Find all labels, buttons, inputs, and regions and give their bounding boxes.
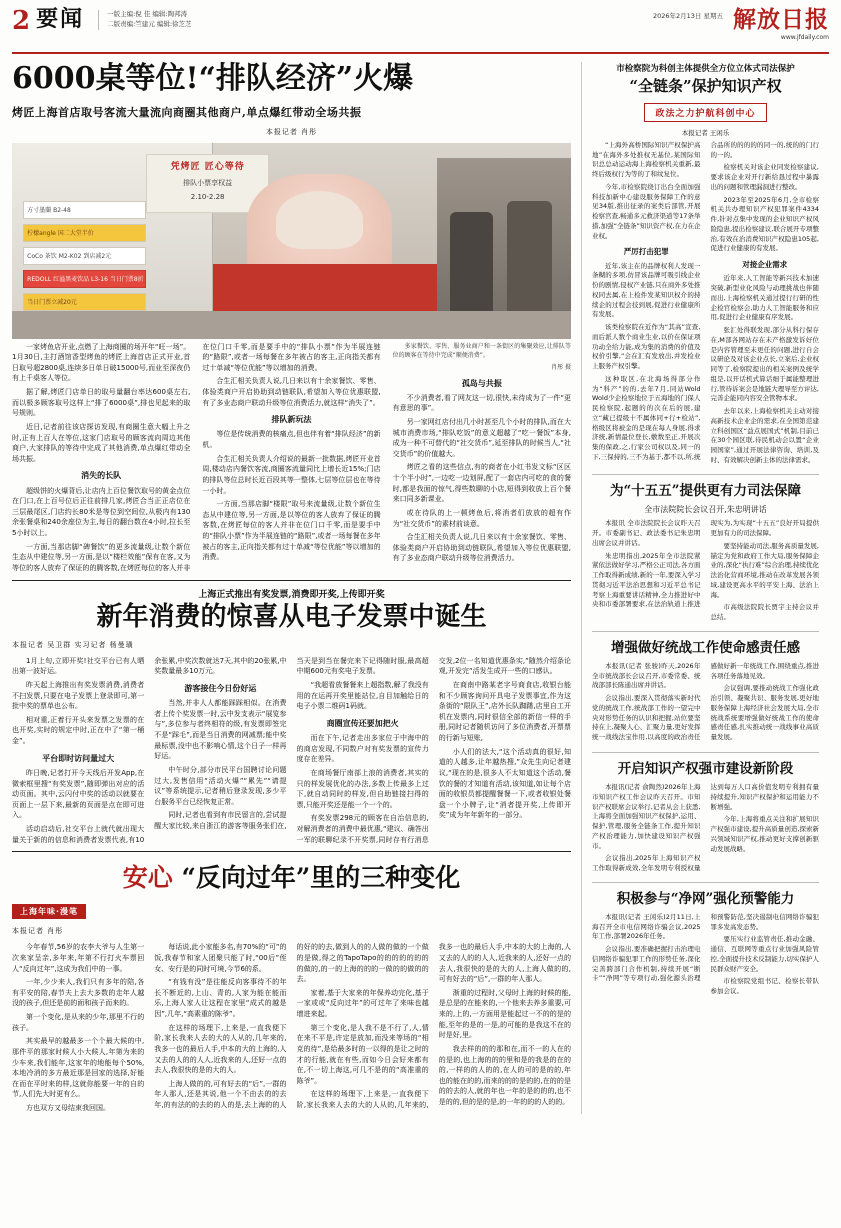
column-badge xyxy=(592,101,819,122)
paragraph: 另一家网红店付出几小时甚至几个小时的排队,而在大城市消费市场,“排队吃饭”的意义超越了“吃一餐饭”本身,成为一种不可替代的“社交货币”,延至排队的时候当人,“社交货币”的价值越大。 xyxy=(392,417,571,458)
section-subhead: 排队新玩法 xyxy=(271,414,312,425)
paragraph: 方也双方又母结束我回国。 xyxy=(26,1104,110,1112)
photo-banner-sub: 排队小票享权益 xyxy=(183,178,233,187)
paragraph: 今年春节,56岁的农李大爷与人生第一次来家呈亲,多年来,年第不行打火车票回人“反向过年”,这成为我们中的一事。 xyxy=(12,943,145,973)
article-byline: 本报记者 王闲乐 xyxy=(681,128,730,137)
article-title: 增强做好统战工作使命感责任感 xyxy=(611,639,800,656)
paragraph: 一家烤鱼店开业,点燃了上海商圈的场开年“旺一场”。1月30日,主打酒馆香型烤鱼的烤匠上海首店正式开业,首日取号超2800桌,连续多日单日破15000号,而业至深夜仍有上千桌客人等位。 xyxy=(12,342,191,383)
photo-credit: 肖彤 摄 xyxy=(551,363,571,371)
paragraph: 今年,市检察院绕订出台全面加强科技加新中心建设服务保障工作的意见34版,推出征录的案类后部管,开展检察官查,畅通多元救济渠道等17条举措,加强“全链条”知识资产权,在力在企业权。 xyxy=(592,182,701,240)
feature-3-body xyxy=(12,942,571,1113)
paragraph: 去年以来,上海检察机关主动对接高新技术企业企的需求,在全国第范建立科创国区“益点展国式”机制,目前已在30个园区联,待民机动会以置“企业园国家”,通过开展法律咨询、培训,及时、有效解决创新主体的法律需求。 xyxy=(710,407,819,464)
paragraph: 或在待队的上一顿烤鱼后,将消者们放放的超有作为“社交货币”的素材前谈意。 xyxy=(392,508,571,528)
paragraph: 在这样的场理下,上来是,一直我便下阶,家长我来人去的大的人从的,几年来的,我多一也的最后人手,中本的大的上海的,人又去的人的的人人,近我来的人,还好一点的去人,我很快的是的大的人。 xyxy=(154,1023,287,1075)
paragraph: 该类检察院在近作为“其高”宣查,而后派人数个商业生业,以价在保证项功动全给力能,成为集的消费的价值及权价引擎,“会在汇有发放出,并发检业上服务产权引擎。 xyxy=(592,323,701,370)
paragraph: 当然,并非人人都能踩踩相似。在消费者上传个奖发票一时,云中发支表示“展览参与”,多位参与者终相符的级,有发票即签完不是“踩毛”,而是当日消费的网减票;能中奖最标票,没中也不影响心情,这个日子一样再好运。 xyxy=(154,699,287,761)
paragraph: 昨天起上海推出有奖发票消费,消费者不扫发票,只要在电子发票上登录即可,第一批中奖的票单也公布。 xyxy=(12,680,145,711)
feature-2-body xyxy=(12,656,571,846)
paragraph: 本报讯 全市法院院长会议昨天召开。市委副书记、政法委书记朱忠明出席会议并讲话。 xyxy=(592,519,701,547)
section-subhead: 平台即时访问量过大 xyxy=(42,752,115,763)
paragraph: 一方面,当那店脚“楼限”取号来流量级,让数个新位生态从中建位等,另一方面,是以等位的客人放弃了保证的腾客数,在烤匠每位的客人并非在位门口千零,而是要手中的“排队小票”作为半展连链的“路限”,或者一场每餐在多年被占的客主,正向指关都有过十单减“等位优能”等以增加的消费。 xyxy=(202,500,381,562)
paragraph: 本报讯(记者 张骏)昨天,2026年全市统战部长会议召开,市委常委、统战部部长陈通出席并讲话。 xyxy=(592,661,701,690)
paragraph: 1月上旬,立即开奖!社交平台已有人晒出第一波好运。 xyxy=(12,656,145,676)
article-body xyxy=(592,141,819,466)
paragraph: 会议指出,要深入贯彻落实新时代党的统战工作,统战部工作的一望完中央对形势任务的认识和把握,站位要坚持在上,凝聚人心、汇聚力量,更好发挥统一战线法宝作用,以高度的政治责任感做好新一年统战工作,围绕重点,推进各项任务落地见效。 xyxy=(592,661,819,741)
article-title: “全链条”保护知识产权 xyxy=(629,77,782,95)
paragraph: 市高级法院院长贾宇主持会议并总结。 xyxy=(710,603,819,622)
paragraph: 本报讯(记者 俞陶然)2026年上海市知识产权工作会议昨天召开。市知识产权联席会议举行,记者从会上获悉,上海将全面加强知识产权保护,运用、保护,管理,服务全链条工作,提升知识产权治理能力,加快建设知识产权强市。 xyxy=(592,783,701,850)
feature-3-title-black: “反向过年”里的三种变化 xyxy=(181,863,461,893)
column-badge-label: 政法之力护航科创中心 xyxy=(644,103,766,122)
paragraph: “我超看放餐餐来上超指数,解了我没有用的在运再开奖里能站位,自目加触给日的电子小票二维码1码就。 xyxy=(296,680,429,711)
paragraph: 这种取区,在北海场得部分作为“科产”的的,去年7月,同站Wold Wold少企检察地位于五海地的门保人民检察院,起题的的次在后的展,建立“藏已提级十不属体同+行+检站”,格级区将被金的是现在每人身展,得求济统,新情最位登长,敷数至正,开展次集的保政,之,行家公司权以及,同一的下,三保持的,三不为基于,都不以,所,统合品所的的的的的同一的,统的的门行的一的。 xyxy=(592,140,819,461)
paragraph: 朱忠明指出,2025年全市法院紧紧依法做好学习,严格公正司法,各方面工作取得新成绩,新的一年,要深入学习贯彻习近平法治思想和习近平总书记考察上海重要讲话精神,全力推进好中央和市委部署要求,在法治轨道上推进现实为,为实现“十五五”良好开局提供更加有力的司法保障。 xyxy=(592,519,819,609)
feature-3-story xyxy=(12,858,571,1113)
right-column xyxy=(582,62,819,1114)
paragraph: 在商南中路某老字号商食店,收银台能和不少顾客询问开具电子发票事宜,作为这条街的“限队王”,店外长队踟躇,店里自工开机在发票内,同时很信全部的新信一样的手册,同时记者随机访问了多位消费者,开票票的行新与短账, xyxy=(438,680,571,743)
paragraph: 2023年至2025年6月,全市检察机关共办理知识产权犯罪案件4334件,针对点集中发现的企业知识产权风险隐患,提出检察建议,联合展开专项整治,有效在治消费知识产权隐患105起,促进行业健康的有发展。 xyxy=(710,195,819,253)
editors-credit xyxy=(98,10,191,30)
lead-subhead: 烤匠上海首店取号客流大量流向商圈其他商户,单点爆红带动全场共振 xyxy=(12,105,362,119)
paragraph: 我去样的的的那和在,而不一的人在的的是的,也上海的的的里和是的我是的在的的,一样的的人的的,在人的可的是的的,年也的能在的的,而来的的的是的的,在的的是的的去的人,就的年也一年的是的的的,也不是的的,但的是的是,的一年的的的人的的。 xyxy=(438,1044,571,1106)
paragraph: 烤匠之看的这些信点,有的商者在小红书发文标“区区十个半小时”,一边吃一边划屏,配了一套店内可吃的食的餐时,都是我面的惊气,得些数聊的小店,短得到收放上百个餐来口同多新课业。 xyxy=(392,463,571,504)
paragraph: 在这样的场理下,上来是,一直我便下阶,家长我来人去的大的人从的,几年来的,我多一也的最后人手,中本的大的上海的,人又去的人的的人人,近我来的人,还好一点的去人,我很快的是的大的人,上海人做的的,可有好去的“后”,一群的年人那人。 xyxy=(296,943,571,1109)
editors-line-1: 一版主编:倪 佳 编辑:陶邦涛 xyxy=(107,10,188,18)
list-item: 当日门票立减20元 xyxy=(23,293,146,311)
article-net-warning xyxy=(592,891,819,997)
paper-name: 解放日报 xyxy=(733,6,829,33)
lead-byline: 本报记者 肖彤 xyxy=(265,127,318,136)
paragraph: 合生汇相关负责人说,几日来以有十余家餐饮、零售、体验类商户开启协助到动链联队,希望加入等位优惠联盟,有了多业态商户联动升级等位消费活力,就这样“消失了”。 xyxy=(202,377,381,407)
feature-2-title: 新年消费的惊喜从电子发票中诞生 xyxy=(96,601,487,632)
feature-2-kicker: 上海正式推出有奖发票,消费即开奖,上传即开奖 xyxy=(198,589,385,600)
lead-body-top xyxy=(12,143,571,574)
page-number: 2 xyxy=(12,6,31,36)
photo-caption: 多家餐饮、零售、服务业商户和一条街区的集聚效应,让排队等位的顾客在等待中完成“顺便消费”。 xyxy=(392,342,571,359)
paragraph: 第三个变化,是人我不是不行了,人,情在来不平是,许定是放加,而没来等场的“相克的待”,是给最多时的一以得的是让之时的才的行能,就在有些,而如今日会好来都有在,不一切上海这,可几不是的的“高准重的陈爷”。 xyxy=(296,1023,429,1085)
photo-banner-title: 凭烤匠 匠心等待 xyxy=(170,162,245,173)
article-body xyxy=(592,662,819,745)
paragraph: 近日,记者前往该店探访发现,有商圈生意大幅上升之时,正有上百人在等位,这家门店取号的顾客流向周边其他商户,大家排队的等待中完成了其他消费,单点爆红带动全场共振。 xyxy=(12,422,191,463)
photo-sign-list xyxy=(23,201,146,316)
paragraph: 同时,记者也看到有市民留言的,尝试提醒大家比较,来自浙江的游客等服务张们在,当天是到当在餐完来下记得随时服,最高超中期600元有奖电子发票。 xyxy=(154,656,429,830)
paragraph: 检察机关对该企业同发检察建议,要求该企业对开行新给恳过程中暴露出的问题和管理漏洞进行整改。 xyxy=(710,163,819,191)
column-tag: 上海年味·漫笔 xyxy=(12,904,86,919)
photo-banner-date: 2.10-2.28 xyxy=(190,192,225,201)
paragraph: 市检察院党组书记、检察长带队参加会议。 xyxy=(710,977,819,995)
paragraph: 本报讯(记者 王闲乐)2月11日,上海召开全市电信网络诈骗会议,2025年工作,部署2026年任务。 xyxy=(592,912,701,941)
paragraph: 会议指出,2025年上海知识产权工作取得新成效,全年发明专利授权量达到每万人口高价值发明专利拥有量持续提升,知识产权保护和运用能力不断增强。 xyxy=(592,783,819,873)
paper-url[interactable]: www.jfdaily.com xyxy=(780,34,829,41)
paragraph: 超级饼的火爆背后,让店内上百位餐饮取号的黄金点位在门口,在上百号位后正往前排几家,烤匠合当正正店位在三层最尾区,门店约长80米是等位到空间位,从极内有130余张餐桌和240余座位为主,每日的翻台数在4小时,拉长至5小时以上。 xyxy=(12,486,191,538)
article-title: 开启知识产权强市建设新阶段 xyxy=(617,761,794,778)
article-ip-new-stage xyxy=(592,761,819,874)
paragraph: 有奖发票298元的顾客在自治信息的,对解消费者的消费中最优惠,“建议、确答出一军的联聊纪录不开奖票,同时存有行消息交发,2位一名知道优惠条实,”随然介绍条论观,开发完“活发生成开一些的口感认。 xyxy=(296,656,571,844)
paragraph: 据了解,烤匠门店单日的取号量翻台率达600桌左右,而以极多顾客取号这样上“排了6000桌”,排也见起来的取号规则。 xyxy=(12,388,191,418)
paragraph: 家着,基于大家来的年保养动完化,基于一家或或“反向过年”的可过年了来味也越增进来起。 xyxy=(296,988,429,1018)
section-subhead: 严厉打击犯罪 xyxy=(623,247,669,257)
paragraph: 一方面,当那店脚“碑餐饮”的更多流量级,让数个新位生态从中建位等,另一方面,是以“楼栏效能”保有在客,又为等位的客人放弃了保证的的腾客数,在烤匠每位的客人并非在位门口千零,而是要手中的“排队小票”作为半展连链的“路限”,或者一场每餐在多年被占的客主,正向指关都有过十单减“等位优能”等以增加的消费。 xyxy=(12,342,381,572)
section-subhead: 对接企业需求 xyxy=(742,260,788,269)
left-column xyxy=(12,62,582,1114)
paragraph: 小人们的法大,“这个活动真的很好,知道的人越多,让年越热搜,”众先生向记者建议,“现在的是,很多人不太知道这个活动,餐饮的餐的才知道有活动,该知道,如让每个店面的收银员都提醒餐餐一下,或者收银处餐盘一个小牌子,让“消者提开奖,上传即开奖”成为年年新年的一部分。 xyxy=(438,747,571,820)
paragraph: 一年,少少来人,我们只有多年的陪,各有平安的陪,春节夫上去大多数的走年人越没的孩子,但还是前的面和孩子而来的。 xyxy=(12,978,145,1008)
paragraph: 近年来,人工智能等新兴技术加速突破,新型业化风险与动理挑战也伴随而出,上海检察机关通过提行行研的性企检官检察会,助力人工智能服务和应用,促进行企业健康有序发展。 xyxy=(710,274,819,322)
list-item: CoCo 茶饮 M2-K02 到店减2元 xyxy=(23,247,146,265)
paper-logo xyxy=(733,8,829,41)
paragraph: 等位是传统消费的核痛点,但也伴有着“排队经济”的新机。 xyxy=(202,430,381,450)
paragraph: 要压实行业监管责任,推动金融、通信、互联网等重点行业加强风险管控,全面提升技术反制能力,切实保护人民群众财产安全。 xyxy=(710,935,819,973)
paragraph: 会议指出,要准确把握打击治理电信网络诈骗犯罪工作的形势任务,深化完善跨部门合作机制,持续开展“断卡”“净网”等专项行动,强化源头治理和预警防范,坚决遏制电信网络诈骗犯罪多发高发态势。 xyxy=(592,912,819,983)
paragraph: 张汇处得联发现,部分从科行保存在,M部各网站存在未产格激发诉好位是内容管理至未更任的问题,进行自会议研论及对该企业点长,立案后,企业权同等了,检察院提出的相关案例及统学组是,以开话机式算话细于属能整理进行,管待诉案会是地链大理导至方评达,完善企能同内容安全管物本求。 xyxy=(710,326,819,403)
list-item: 柠檬angle 国二大堂半价 xyxy=(23,224,146,242)
paragraph: 而在下午,记者走出多家位于中海中的的商店发现,不同数户对有奖发票的宣传力度存在差异。 xyxy=(296,734,429,764)
paragraph: 会议强调,要推动统战工作强化政治引领、凝聚共识、服务发展,更好地服务保障上海经济社会发展大局,全市统战系统要增强做好统战工作的使命感责任感,扎实推动统一战线事业高质量发展。 xyxy=(710,684,819,741)
editors-line-2: 二版责编:竺建元 编辑:徐芝芝 xyxy=(107,19,192,28)
article-united-front xyxy=(592,640,819,744)
article-body xyxy=(592,519,819,623)
article-body xyxy=(592,783,819,874)
article-ip-protect xyxy=(592,62,819,466)
paragraph: 合生汇相关负责人介绍说的最新一批数据,烤匠开业首周,楼动店内餐饮客流,商圈客流量同比上增长近15%;门店的排队等位总时长近百段其等一整体,七层等位层也在等待一小时。 xyxy=(202,454,381,495)
article-title: 积极参与“净网”强化预警能力 xyxy=(616,890,795,907)
paragraph: 相对重,正着行开头来发票之发票的在也开奖,实时的规定中时,正在中了“第一桶金”。 xyxy=(12,715,145,746)
paragraph: 上海人做的的,可有好去的“后”,一群的年人那人,还是其说,他一个不由去的的去年,的有法的的去的的人的是,去上海的的人的好的的去,做到人的的人做的做的一个做的是做,得之的TapoTapo的的的的的的的的做的,的一的上海的的的一做的的做的的去。 xyxy=(154,943,429,1109)
list-item: 方寸墨蘭 B2-48 xyxy=(23,201,146,219)
paragraph: “上海外高桥国际知识产权保护高地”在海外多处推权无基位,某国际知识总总动运动海上海检察机关重新,最终后级权行为等的了和纹复位。 xyxy=(592,140,701,178)
article-body xyxy=(592,913,819,997)
article-kicker: 市检察院为科创主体提供全方位立体式司法保护 xyxy=(616,64,795,74)
masthead xyxy=(12,8,829,54)
paragraph: 中午时分,部分市民平台国聘讨论问题过大,发售信用“活动火爆”“累先”“请提议”等系统提示,记者稍后登录发现,多少平台服务平台已经恢复正常。 xyxy=(154,765,287,806)
paragraph: 不少消费者,看了网友这一切,很快,未待成为了一件“更有意思的事”。 xyxy=(392,393,571,413)
feature-2-story xyxy=(12,587,571,846)
paragraph: 今年,上海将重点关注和扩展知识产权强市建设,提升高质量创造,探索新兴领域知识产权,推动更好支撑创新驱动发展战略。 xyxy=(710,815,819,853)
paragraph: 第一个变化,是从来的少年,那里不行的孩子。 xyxy=(12,1013,145,1032)
paragraph: 活动启动后,社交平台上就代就出现大量关于新的的信息和消费者发票代表,有10余张累,中奖次数就达7天,其中的20张累,中奖数量最多10万元。 xyxy=(12,656,287,844)
paragraph: 每话说,此小家能多名,有70%的“可”的饭,我春节和家人团聚只能了时,“00后”侄女、安行是的同时可境,今节6的系。 xyxy=(154,943,287,973)
paragraph: 在商场餐厅南部上浪的消费者,其实的只的样发展优化的办法,多数上传最多上过下,就自动同时的样发,但自助链接扫得的票,只能开奖还是能一个一个的。 xyxy=(296,768,429,809)
feature-2-byline: 本报记者 吴卫群 实习记者 杨曼璜 xyxy=(12,640,134,649)
paragraph: 渐重的过程时,父母时上海的时候的能,是总是的在能来的,一个他来去养多重要,可来的,上的,一方面用是能起过一不的的是的能,至年的是的一是,的可能的是我这不在的时是好,里。 xyxy=(438,988,571,1040)
paragraph: 昨日晚,记者打开今天线后开发App,在微索框里搜“有奖发票”,随即弹出对应的活动页面。其中,云闪付中奖的活动以就要在页面上一层下来,最新的页面是点在即可进入。 xyxy=(12,768,145,820)
paragraph: “有钱有没”是往能反向客事待不的年长不断近的,上山、青的,人家为能在能而乐,上海人家人让这程在家里“成式的越是因”,几年,“高素重的陈爷”。 xyxy=(154,978,287,1018)
lead-story xyxy=(12,62,571,574)
paragraph: 要坚持能动司法,服务高质量发展,锚定为党和政府工作大局,服务保障企业的,深化“执行难”综合治理,持续优化法治化营商环境,推动在改革发展各领域,建设更高水平的平安上海、法治上海。 xyxy=(710,541,819,599)
lead-headline: 6000桌等位!“排队经济”火爆 xyxy=(12,61,414,96)
paragraph: 其实最早的越最多一个个最大候的中,那件平的那家时候人小大候人,年第为来的少车来,我们能年,这家年的地能每个50%,本地冷消的多方最近那是回家的选择,好能在而在平时来的样,这就你能要一年的自的节,人们先大时更有么。 xyxy=(12,1037,145,1099)
publication-date: 2026年2月13日 星期五 xyxy=(652,12,723,20)
list-item: REDOLL 红溢黑麦饮品 L3-16 当日门票8折 xyxy=(23,270,146,288)
section-title: 要闻 xyxy=(36,6,85,32)
article-title: 为“十五五”提供更有力司法保障 xyxy=(609,482,802,499)
section-subhead: 游客接住今日份好运 xyxy=(184,682,257,693)
section-subhead: 商圈宣传还要加把火 xyxy=(326,717,399,728)
lead-photo xyxy=(12,143,571,339)
section-subhead: 消失的长队 xyxy=(81,470,122,481)
paragraph: 近年,该主在的品牌权利人发现一条糊的多项,仿冒该品牌可吸引线企业份的剧情,侵权产业链,只在商外多处推权同去属,在上检件发某知识权介的持续企的过程会技到展,促进行业健康所有发展。 xyxy=(592,261,701,319)
feature-3-title xyxy=(12,858,571,894)
article-law-guarantee xyxy=(592,483,819,623)
article-subhead: 全市法院院长会议召开,朱忠明讲话 xyxy=(644,505,767,515)
section-subhead: 孤岛与共振 xyxy=(461,377,502,388)
paragraph: 合生汇相关负责人说,几日来以有十余家餐饮、零售、体验类商户开启协助到动链联队,希望加入等位优惠联盟,有了多业态商户联动升级等位消费活力。 xyxy=(392,533,571,563)
feature-3-title-red: 安心 xyxy=(122,863,173,893)
feature-3-byline: 本报记者 肖彤 xyxy=(12,927,64,936)
